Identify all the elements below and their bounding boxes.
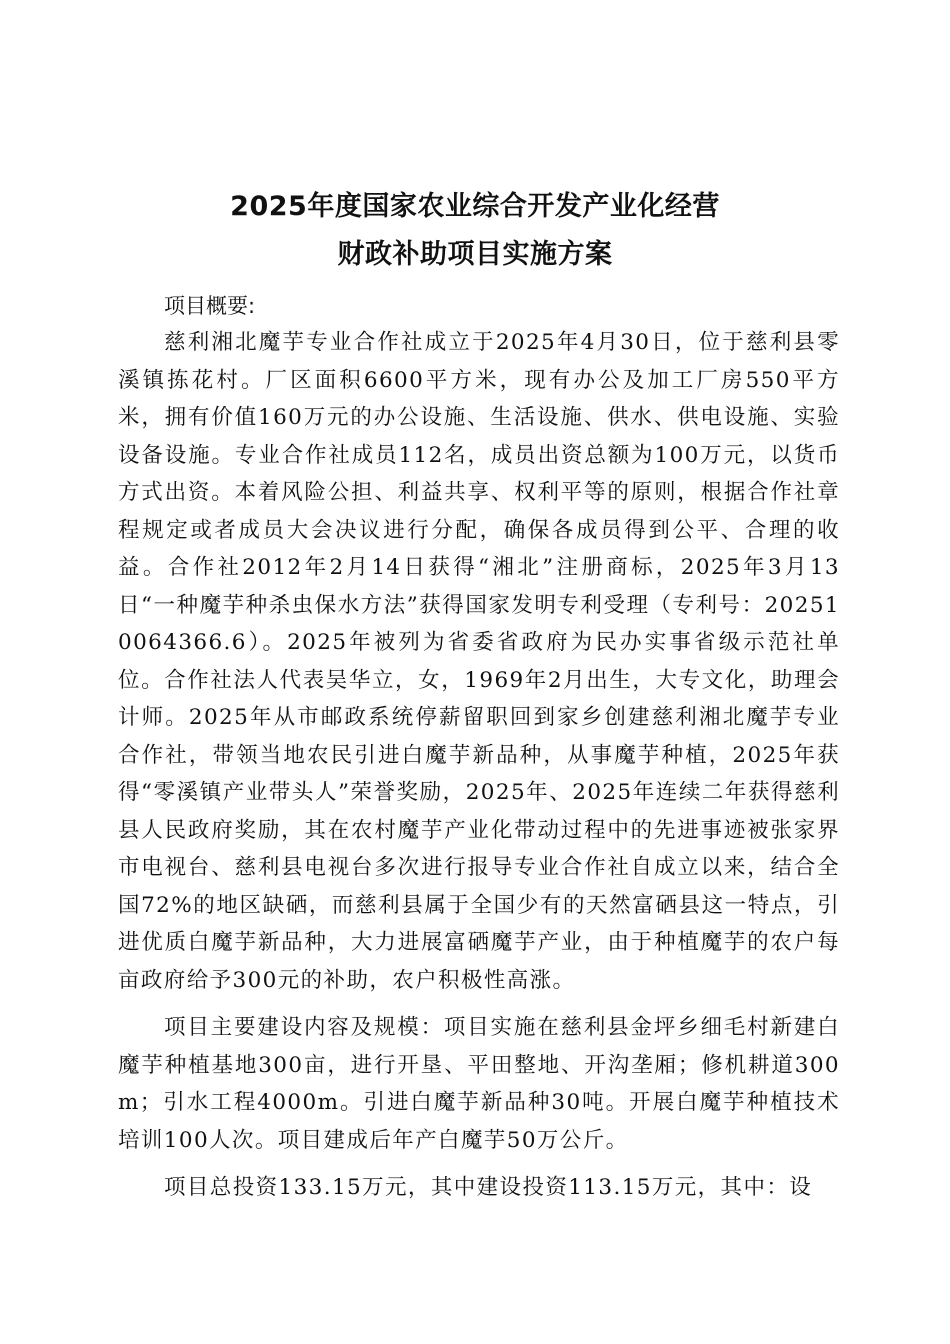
document-title — [0, 183, 950, 279]
title-line-1: 2025年度国家农业综合开发产业化经营 — [230, 191, 720, 222]
title-line-2: 财政补助项目实施方案 — [337, 239, 613, 270]
paragraph-investment: 项目总投资133.15万元，其中建设投资113.15万元，其中：设 — [164, 1175, 813, 1200]
paragraph-cooperative-intro: 慈利湘北魔芋专业合作社成立于2025年4月30日，位于慈利县零溪镇拣花村。厂区面积6600平方米，现有办公及加工厂房550平方米，拥有价值160万元的办公设施、生活设施、供水、供电设施、实验设备设施。专业合作社成员112名，成员出资总额为100万元，以货币方式出资。本着风险公担、利益共享、权利平等的原则，根据合作社章程规定或者成员大会决议进行分配，确保各成员得到公平、合理的收益。合作社2012年2月14日获得“湘北”注册商标，2025年3月13日“一种魔芋种杀虫保水方法”获得国家发明专利受理（专利号：202510064366.6）。2025年被列为省委省政府为民办实事省级示范社单位。合作社法人代表吴华立，女，1969年2月出生，大专文化，助理会计师。2025年从市邮政系统停薪留职回到家乡创建慈利湘北魔芋专业合作社，带领当地农民引进白魔芋新品种，从事魔芋种植，2025年获得“零溪镇产业带头人”荣誉奖励，2025年、2025年连续二年获得慈利县人民政府奖励，其在农村魔芋产业化带动过程中的先进事迹被张家界市电视台、慈利县电视台多次进行报导专业合作社自成立以来，结合全国72%的地区缺硒，而慈利县属于全国少有的天然富硒县这一特点，引进优质白魔芋新品种，大力进展富硒魔芋产业，由于种植魔芋的农户每亩政府给予300元的补助，农户积极性高涨。 — [118, 330, 840, 993]
overview-label: 项目概要: — [164, 294, 256, 318]
paragraph-construction-scope: 项目主要建设内容及规模：项目实施在慈利县金坪乡细毛村新建白魔芋种植基地300亩，进行开垦、平田整地、开沟垄厢；修机耕道300m；引水工程4000m。引进白魔芋新品种30吨。开展白魔芋种植技术培训100人次。项目建成后年产白魔芋50万公斤。 — [118, 1015, 840, 1153]
document-body — [118, 288, 840, 1207]
